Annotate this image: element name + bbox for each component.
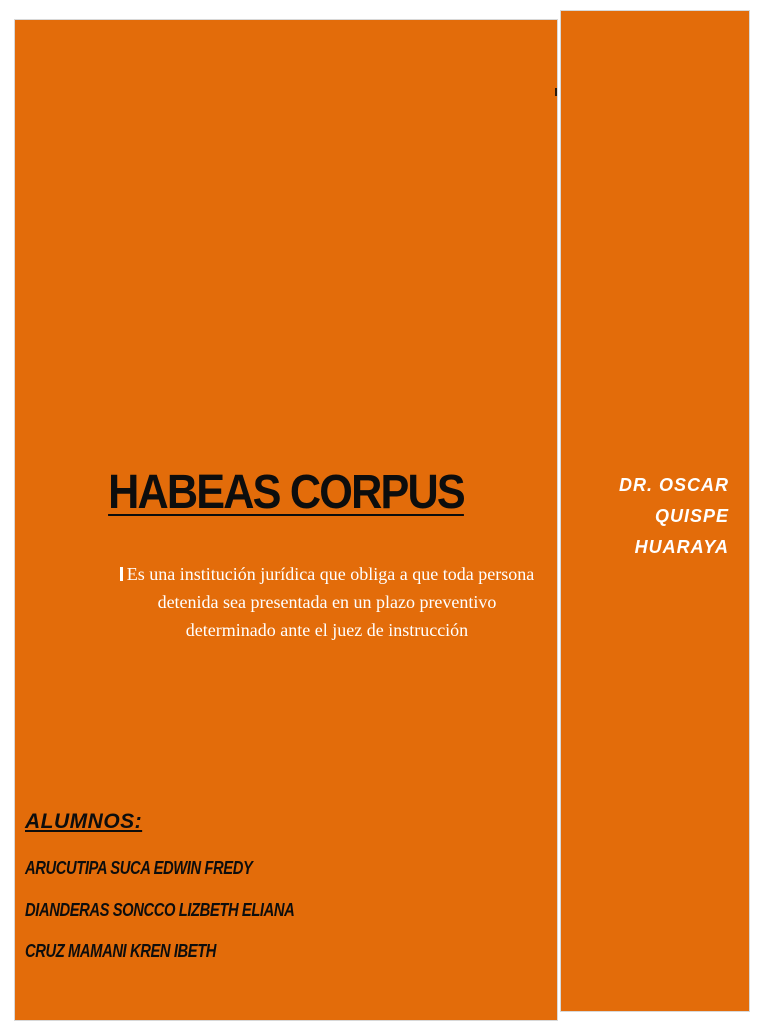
document-title: HABEAS CORPUS [108,466,464,519]
advisor-line: DR. OSCAR [618,475,729,495]
side-panel [561,11,749,1011]
students-heading: ALUMNOS: [25,810,143,833]
advisor-line: HUARAYA [634,537,729,557]
student-name: CRUZ MAMANI KREN IBETH [25,941,217,961]
description-block [119,560,535,644]
stray-mark [555,88,557,96]
description-text: Es una institución jurídica que obliga a que toda persona detenida sea presentada en un plazo preventivo determinado ante el juez de instrucción [126,564,535,640]
student-name: DIANDERAS SONCCO LIZBETH ELIANA [25,900,295,920]
advisor-name [569,470,729,563]
main-cover-panel [15,20,557,1020]
text-cursor-mark [120,567,123,581]
student-name: ARUCUTIPA SUCA EDWIN FREDY [25,858,253,878]
advisor-line: QUISPE [654,506,729,526]
